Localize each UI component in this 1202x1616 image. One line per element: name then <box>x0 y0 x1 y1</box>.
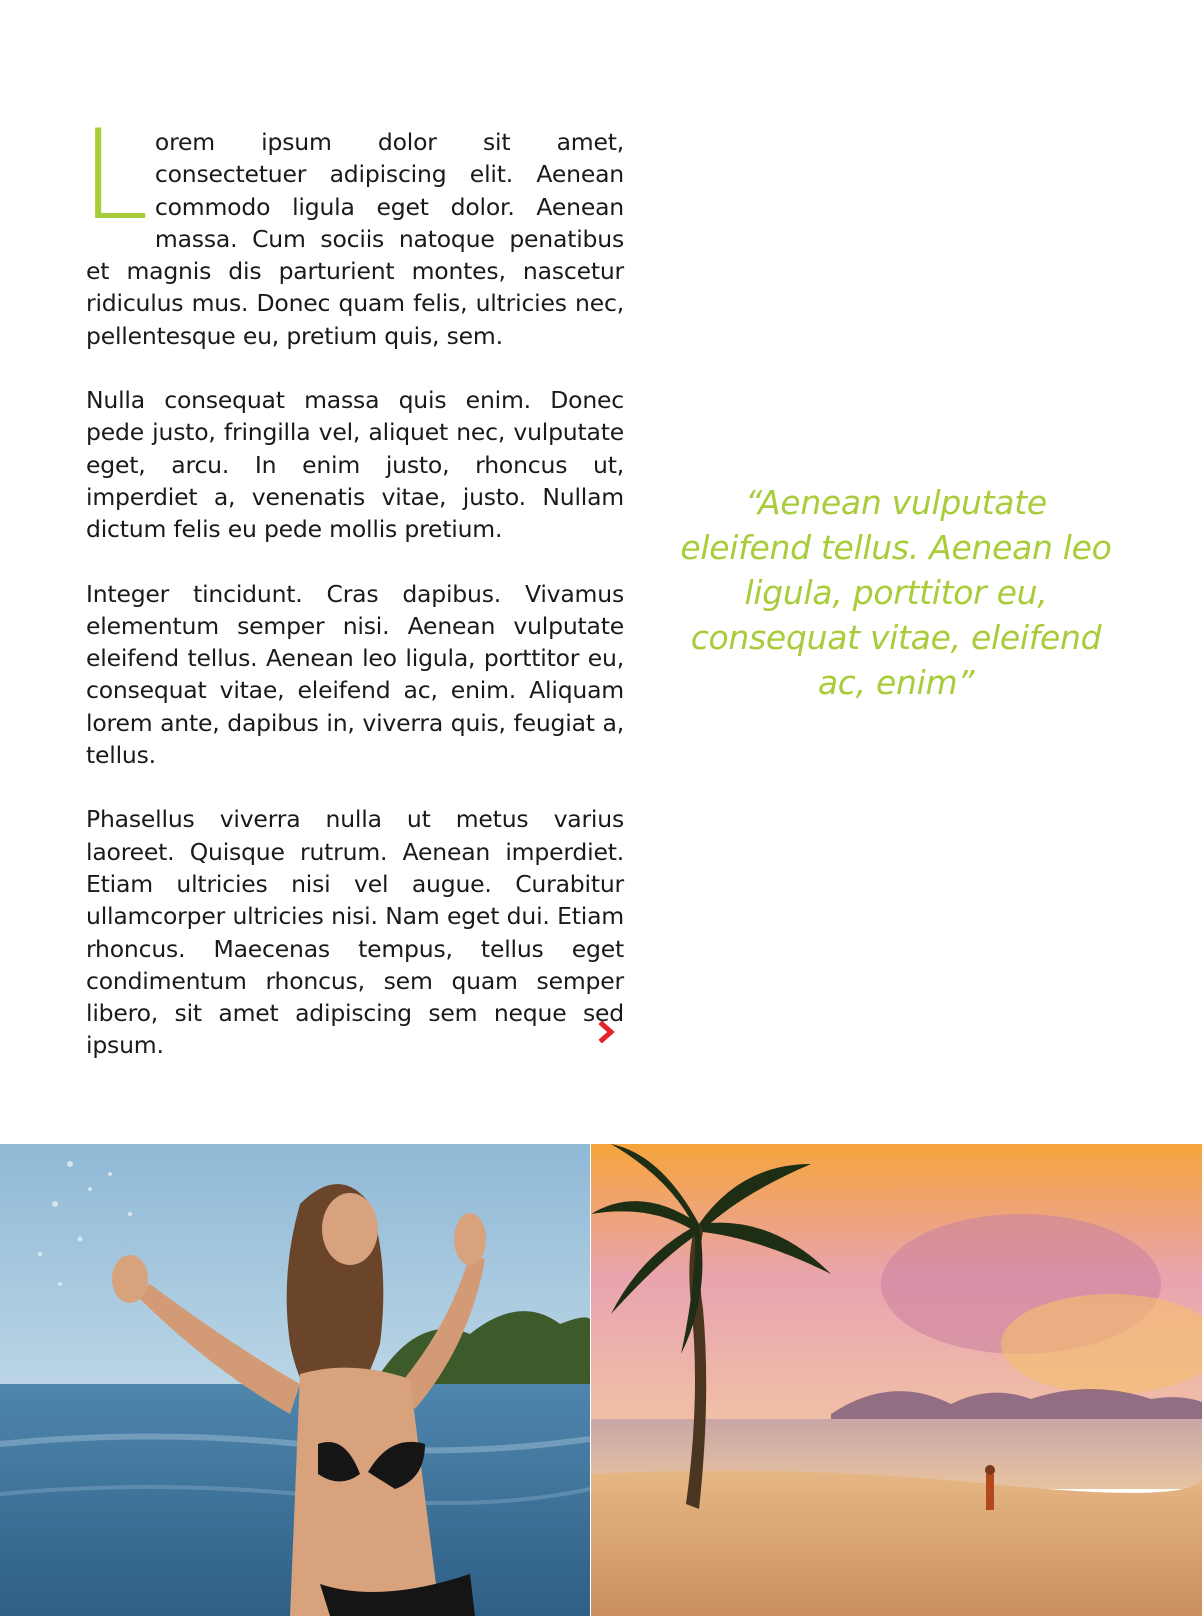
sunset-palm-photo <box>591 1144 1202 1616</box>
pull-quote: “Aenean vulputate eleifend tellus. Aenean leo ligula, porttitor eu, consequat vitae, eleifend ac, enim” <box>680 483 1112 702</box>
article-paragraph-3: Integer tincidunt. Cras dapibus. Vivamus elementum semper nisi. Aenean vulputate eleifend tellus. Aenean leo ligula, porttitor eu, consequat vitae, eleifend ac, enim. Aliquam lorem ante, dapibus in, viverra quis, feugiat a, tellus. <box>86 579 624 770</box>
article-paragraph-4: Phasellus viverra nulla ut metus varius laoreet. Quisque rutrum. Aenean imperdiet. Etiam ultricies nisi vel augue. Curabitur ullamcorper ultricies nisi. Nam eget dui. Etiam rhoncus. Maecenas tempus, tellus eget condimentum rhoncus, sem quam semper libero, sit amet adipiscing sem neque sed ipsum. <box>86 805 624 1060</box>
dropcap-letter: L <box>80 104 149 248</box>
article-body <box>80 104 624 1094</box>
beach-woman-photo <box>0 1144 590 1616</box>
photo-strip <box>0 1144 1202 1616</box>
paragraph-text: orem ipsum dolor sit amet, consectetuer adipiscing elit. Aenean commodo ligula eget dolor. Aenean massa. Cum sociis natoque penatibus et magnis dis parturient montes, nascetur ridiculus mus. Donec quam felis, ultricies nec, pellentesque eu, pretium quis, sem. <box>86 128 624 350</box>
article-paragraph-1 <box>80 104 624 352</box>
chevron-right-icon-path <box>602 1024 611 1040</box>
chevron-right-icon[interactable] <box>598 1018 616 1046</box>
article-paragraph-2: Nulla consequat massa quis enim. Donec pede justo, fringilla vel, aliquet nec, vulputate eget, arcu. In enim justo, rhoncus ut, imperdiet a, venenatis vitae, justo. Nullam dictum felis eu pede mollis pretium. <box>86 386 624 544</box>
